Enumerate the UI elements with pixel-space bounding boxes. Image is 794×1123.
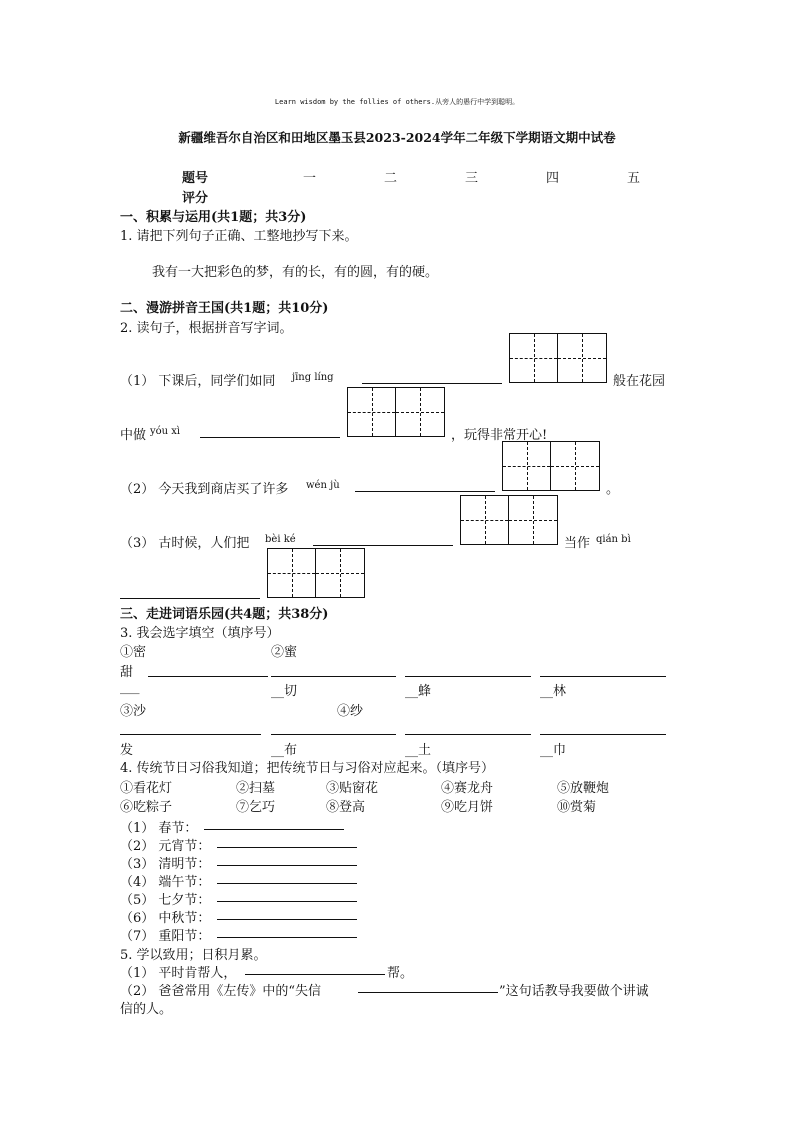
festival-1: （1） 春节：	[120, 821, 198, 836]
custom-3: ③贴窗花	[326, 781, 379, 796]
section1-heading: 一、积累与运用(共1题；共3分)	[120, 210, 307, 225]
item1-text-tail: ，玩得非常开心!	[451, 428, 548, 443]
custom-8: ⑧登高	[326, 800, 366, 815]
word-row1-a: 甜	[120, 665, 134, 680]
custom-1: ①看花灯	[120, 781, 173, 796]
writing-grid-beike[interactable]	[460, 495, 558, 545]
word-row2-c: __土	[405, 743, 432, 758]
custom-5: ⑤放鞭炮	[557, 781, 610, 796]
item3-answer-line[interactable]	[313, 545, 453, 546]
q5-item2-tail: ”这句话教导我要做个讲诚	[499, 984, 649, 999]
festival-7: （7） 重阳节：	[120, 929, 211, 944]
custom-6: ⑥吃粽子	[120, 800, 173, 815]
score-table-row-label: 评分	[182, 191, 209, 206]
custom-7: ⑦乞巧	[236, 800, 276, 815]
question-5: 5. 学以致用；日积月累。	[120, 948, 267, 963]
q5-item1-text: （1） 平时肯帮人，	[120, 966, 237, 981]
festival-6: （6） 中秋节：	[120, 911, 211, 926]
question-2: 2. 读句子，根据拼音写字词。	[120, 321, 293, 336]
item3-answer-line-2[interactable]	[120, 598, 260, 599]
item2-answer-line[interactable]	[355, 491, 495, 492]
festival-3-answer[interactable]	[217, 865, 357, 866]
blank-row1-d[interactable]	[540, 676, 666, 677]
option-3: ③沙	[120, 704, 147, 719]
festival-2: （2） 元宵节：	[120, 839, 211, 854]
q5-item1-tail: 帮。	[387, 966, 414, 981]
festival-3: （3） 清明节：	[120, 857, 211, 872]
item3-text: （3） 古时候，人们把	[120, 536, 250, 551]
score-col-1: 一	[303, 171, 317, 186]
word-row2-b: __布	[271, 743, 298, 758]
score-table-header-label: 题号	[182, 171, 209, 186]
item1-pinyin: jīng líng	[292, 372, 334, 383]
q5-item2-text: （2） 爸爸常用《左传》中的“失信	[120, 984, 322, 999]
item1-text: （1） 下课后，同学们如同	[120, 374, 276, 389]
word-row1-c: __蜂	[405, 684, 432, 699]
item3-pinyin: bèi ké	[265, 534, 296, 545]
item3-pinyin-2: qián bì	[596, 534, 631, 545]
writing-grid-wenju[interactable]	[502, 441, 600, 491]
writing-grid-qianbi[interactable]	[267, 548, 365, 598]
custom-4: ④赛龙舟	[441, 781, 494, 796]
festival-6-answer[interactable]	[217, 919, 357, 920]
word-row2-d: __巾	[540, 743, 567, 758]
festival-7-answer[interactable]	[217, 937, 357, 938]
item1-text-end: 般在花园	[613, 374, 666, 389]
question-3: 3. 我会选字填空（填序号）	[120, 626, 280, 641]
q5-item2-answer[interactable]	[358, 992, 498, 993]
item3-text-mid: 当作	[564, 536, 591, 551]
festival-5-answer[interactable]	[217, 901, 357, 902]
blank-row2-d[interactable]	[540, 734, 666, 735]
custom-10: ⑩赏菊	[557, 800, 597, 815]
question-4: 4. 传统节日习俗我知道；把传统节日与习俗对应起来。（填序号）	[120, 761, 495, 776]
item2-text: （2） 今天我到商店买了许多	[120, 482, 289, 497]
blank-row1-b[interactable]	[271, 676, 396, 677]
option-4: ④纱	[337, 704, 364, 719]
festival-4-answer[interactable]	[217, 883, 357, 884]
item1-text-cont: 中做	[120, 428, 147, 443]
custom-9: ⑨吃月饼	[441, 800, 494, 815]
writing-grid-youxi[interactable]	[347, 387, 445, 437]
festival-2-answer[interactable]	[217, 847, 357, 848]
word-row1-d: __林	[540, 684, 567, 699]
q5-item2-cont: 信的人。	[120, 1002, 173, 1017]
word-row1-b: __切	[271, 684, 298, 699]
blank-row2-a[interactable]	[120, 734, 261, 735]
score-col-2: 二	[384, 171, 398, 186]
blank-row2-c[interactable]	[405, 734, 531, 735]
option-2: ②蜜	[271, 645, 298, 660]
section2-heading: 二、漫游拼音王国(共1题；共10分)	[120, 301, 329, 316]
blank-row1-c[interactable]	[405, 676, 531, 677]
item1-answer-line[interactable]	[362, 383, 502, 384]
word-row1-tail: ___	[120, 680, 140, 695]
copy-sentence: 我有一大把彩色的梦，有的长，有的圆，有的硬。	[152, 265, 439, 280]
page-title: 新疆维吾尔自治区和田地区墨玉县2023-2024学年二年级下学期语文期中试卷	[178, 130, 616, 145]
option-1: ①密	[120, 645, 147, 660]
item1-pinyin-2: yóu xì	[150, 426, 181, 437]
festival-1-answer[interactable]	[204, 829, 344, 830]
writing-grid-jingling[interactable]	[509, 333, 607, 383]
page-motto: Learn wisdom by the follies of others.从旁人的愚行中学到聪明。	[274, 98, 520, 106]
blank-row1-a[interactable]	[148, 676, 268, 677]
section3-heading: 三、走进词语乐园(共4题；共38分)	[120, 607, 329, 622]
item2-text-end: 。	[606, 482, 620, 497]
score-col-4: 四	[546, 171, 560, 186]
score-col-3: 三	[465, 171, 479, 186]
word-row2-a: 发	[120, 743, 134, 758]
question-1: 1. 请把下列句子正确、工整地抄写下来。	[120, 229, 358, 244]
festival-5: （5） 七夕节：	[120, 893, 211, 908]
item2-pinyin: wén jù	[306, 480, 340, 491]
blank-row2-b[interactable]	[271, 734, 396, 735]
custom-2: ②扫墓	[236, 781, 276, 796]
festival-4: （4） 端午节：	[120, 875, 211, 890]
item1-answer-line-2[interactable]	[200, 437, 340, 438]
score-col-5: 五	[627, 171, 641, 186]
q5-item1-answer[interactable]	[245, 974, 385, 975]
